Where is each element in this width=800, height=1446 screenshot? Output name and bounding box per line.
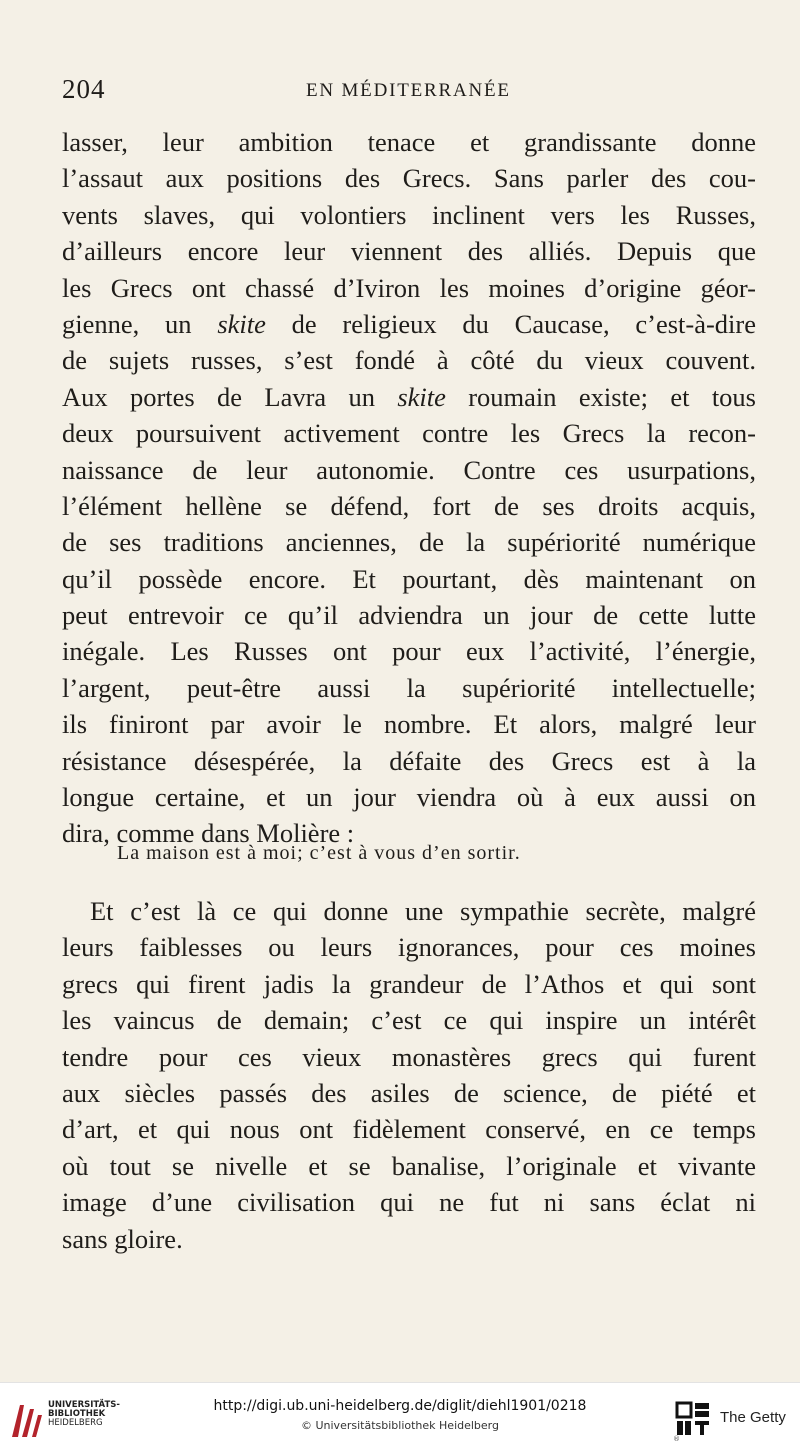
text-segment: Aux portes de Lavra un [62,381,398,412]
text-line: l’assaut aux positions des Grecs. Sans parler des cou- [62,163,756,194]
text-line: les Grecs ont chassé d’Iviron les moines d’origine géor- [62,272,756,303]
copyright-notice: © Universitätsbibliothek Heidelberg [300,1419,499,1432]
text-line: les vaincus de demain; c’est ce qui inspire un intérêt [62,1005,756,1036]
text-line: qu’il possède encore. Et pourtant, dès maintenant on [62,563,756,594]
text-line: lasser, leur ambition tenace et grandissante donne [62,127,756,157]
text-line: leurs faiblesses ou leurs ignorances, pour ces moines [62,932,756,963]
page-number: 204 [62,74,106,104]
text-line: peut entrevoir ce qu’il adviendra un jour de cette lutte [62,600,756,631]
text-line: naissance de leur autonomie. Contre ces usurpations, [62,454,756,485]
text-line: ils finiront par avoir le nombre. Et alors, malgré leur [62,709,756,740]
text-line: image d’une civilisation qui ne fut ni sans éclat ni [62,1187,756,1218]
text-line: vents slaves, qui volontiers inclinent vers les Russes, [62,199,756,230]
getty-name: The Getty [720,1409,786,1426]
text-line: grecs qui firent jadis la grandeur de l’Athos et qui sont [62,968,756,999]
text-line: Et c’est là ce qui donne une sympathie secrète, malgré [90,896,756,926]
text-segment: de religieux du Caucase, c’est-à-dire [265,308,756,339]
text-line: dira, comme dans Molière : [62,818,355,849]
text-line: inégale. Les Russes ont pour eux l’activité, l’énergie, [62,636,756,667]
getty-logo-icon [675,1401,711,1437]
page-header [62,74,762,108]
text-segment: roumain existe; et tous [445,381,756,412]
text-line: résistance désespérée, la défaite des Grecs est à la [62,745,756,776]
text-line [62,306,756,342]
paragraph-1 [62,124,756,852]
paragraph-2 [62,893,756,1257]
text-line: sans gloire. [62,1223,183,1254]
registered-mark: ® [673,1435,680,1443]
footer-bar [0,1382,800,1446]
text-line: d’art, et qui nous ont fidèlement conservé, en ce temps [62,1114,756,1145]
text-line: l’argent, peut-être aussi la supériorité intellectuelle; [62,672,756,703]
text-segment: gienne, un [62,308,218,339]
italic-term: skite [217,308,266,339]
text-line: deux poursuivent activement contre les Grecs la recon- [62,418,756,449]
italic-term: skite [397,381,446,412]
running-title: EN MÉDITERRANÉE [306,80,511,101]
library-name-line-1: UNIVERSITÄTS- [48,1400,120,1410]
text-line: de sujets russes, s’est fondé à côté du vieux couvent. [62,345,756,376]
text-line: d’ailleurs encore leur viennent des alliés. Depuis que [62,236,756,267]
library-name-line-2: BIBLIOTHEK [48,1409,106,1419]
text-line [62,379,756,415]
text-line: aux siècles passés des asiles de science, de piété et [62,1077,756,1108]
text-line: l’élément hellène se défend, fort de ses droits acquis, [62,490,756,521]
digital-library-url[interactable]: http://digi.ub.uni-heidelberg.de/diglit/diehl1901/0218 [213,1398,587,1414]
text-line: de ses traditions anciennes, de la supériorité numérique [62,527,756,558]
library-name-line-3: HEIDELBERG [48,1418,103,1428]
text-line: où tout se nivelle et se banalise, l’originale et vivante [62,1150,756,1181]
text-line: tendre pour ces vieux monastères grecs qui furent [62,1041,756,1072]
moliere-quote: La maison est à moi; c’est à vous d’en sortir. [117,842,521,864]
text-line: longue certaine, et un jour viendra où à eux aussi on [62,782,756,813]
